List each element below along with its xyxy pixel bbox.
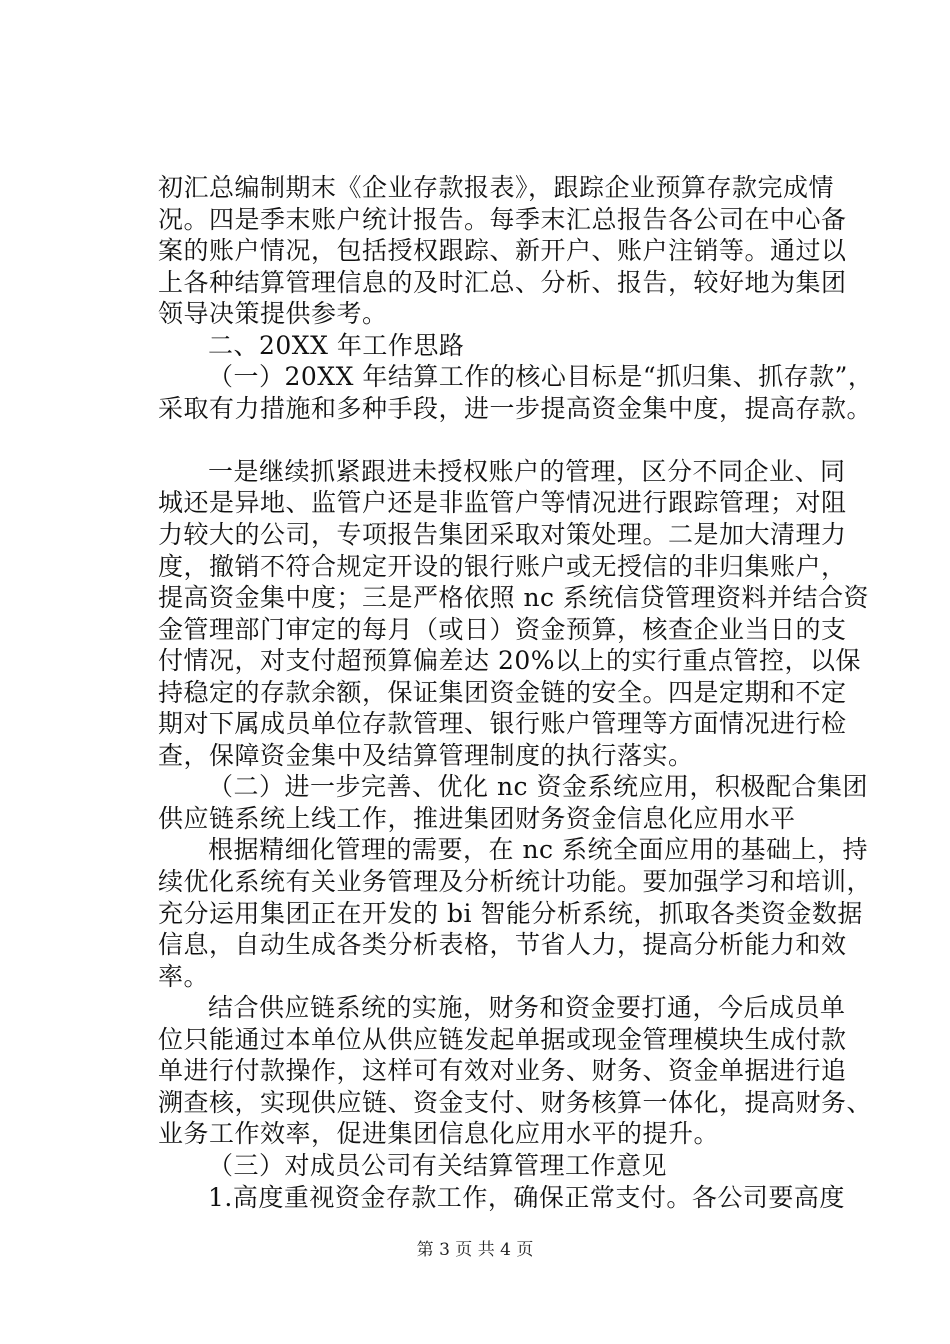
text-line: 一是继续抓紧跟进未授权账户的管理，区分不同企业、同 [208, 456, 846, 486]
text-line: 1.高度重视资金存款工作，确保正常支付。各公司要高度 [208, 1182, 845, 1212]
text-line: 单进行付款操作，这样可有效对业务、财务、资金单据进行追 [158, 1056, 847, 1086]
text-line: 况。四是季末账户统计报告。每季末汇总报告各公司在中心备 [158, 204, 847, 234]
text-line: 案的账户情况，包括授权跟踪、新开户、账户注销等。通过以 [158, 236, 847, 266]
text-line: 付情况，对支付超预算偏差达 20%以上的实行重点管控，以保 [158, 646, 862, 676]
text-line: 充分运用集团正在开发的 bi 智能分析系统，抓取各类资金数据 [158, 898, 863, 928]
text-line: 结合供应链系统的实施，财务和资金要打通，今后成员单 [208, 993, 846, 1023]
text-line: 提高资金集中度；三是严格依照 nc 系统信贷管理资料并结合资 [158, 583, 869, 613]
text-line: 持稳定的存款余额，保证集团资金链的安全。四是定期和不定 [158, 677, 847, 707]
text-line: 度，撤销不符合规定开设的银行账户或无授信的非归集账户， [158, 551, 847, 581]
page-footer: 第 3 页 共 4 页 [416, 1240, 534, 1260]
text-line: 采取有力措施和多种手段，进一步提高资金集中度，提高存款。 [158, 393, 873, 423]
subsection-heading: （二）进一步完善、优化 nc 资金系统应用，积极配合集团 [208, 772, 868, 802]
section-heading: 二、20XX 年工作思路 [208, 330, 465, 360]
document-body [158, 172, 874, 1213]
text-line: 业务工作效率，促进集团信息化应用水平的提升。 [158, 1119, 720, 1149]
subsection-heading: （一）20XX 年结算工作的核心目标是“抓归集、抓存款”， [208, 362, 874, 392]
text-line: 位只能通过本单位从供应链发起单据或现金管理模块生成付款 [158, 1024, 847, 1054]
text-line: 领导决策提供参考。 [158, 299, 388, 329]
subsection-heading: （三）对成员公司有关结算管理工作意见 [208, 1150, 668, 1180]
text-line: 力较大的公司，专项报告集团采取对策处理。二是加大清理力 [158, 520, 847, 550]
text-line: 城还是异地、监管户还是非监管户等情况进行跟踪管理；对阻 [158, 488, 847, 518]
text-line: 根据精细化管理的需要，在 nc 系统全面应用的基础上，持 [208, 835, 868, 865]
text-line: 供应链系统上线工作，推进集团财务资金信息化应用水平 [158, 803, 796, 833]
text-line: 信息，自动生成各类分析表格，节省人力，提高分析能力和效 [158, 930, 847, 960]
text-line: 率。 [158, 961, 210, 991]
text-line: 期对下属成员单位存款管理、银行账户管理等方面情况进行检 [158, 709, 847, 739]
text-line: 续优化系统有关业务管理及分析统计功能。要加强学习和培训， [158, 867, 873, 897]
paragraph-gap [158, 424, 838, 456]
text-line: 上各种结算管理信息的及时汇总、分析、报告，较好地为集团 [158, 267, 847, 297]
text-line: 金管理部门审定的每月（或日）资金预算，核查企业当日的支 [158, 614, 847, 644]
text-line: 初汇总编制期末《企业存款报表》，跟踪企业预算存款完成情 [158, 173, 835, 202]
text-line: 查，保障资金集中及结算管理制度的执行落实。 [158, 740, 694, 770]
text-line: 溯查核，实现供应链、资金支付、财务核算一体化，提高财务、 [158, 1087, 873, 1117]
